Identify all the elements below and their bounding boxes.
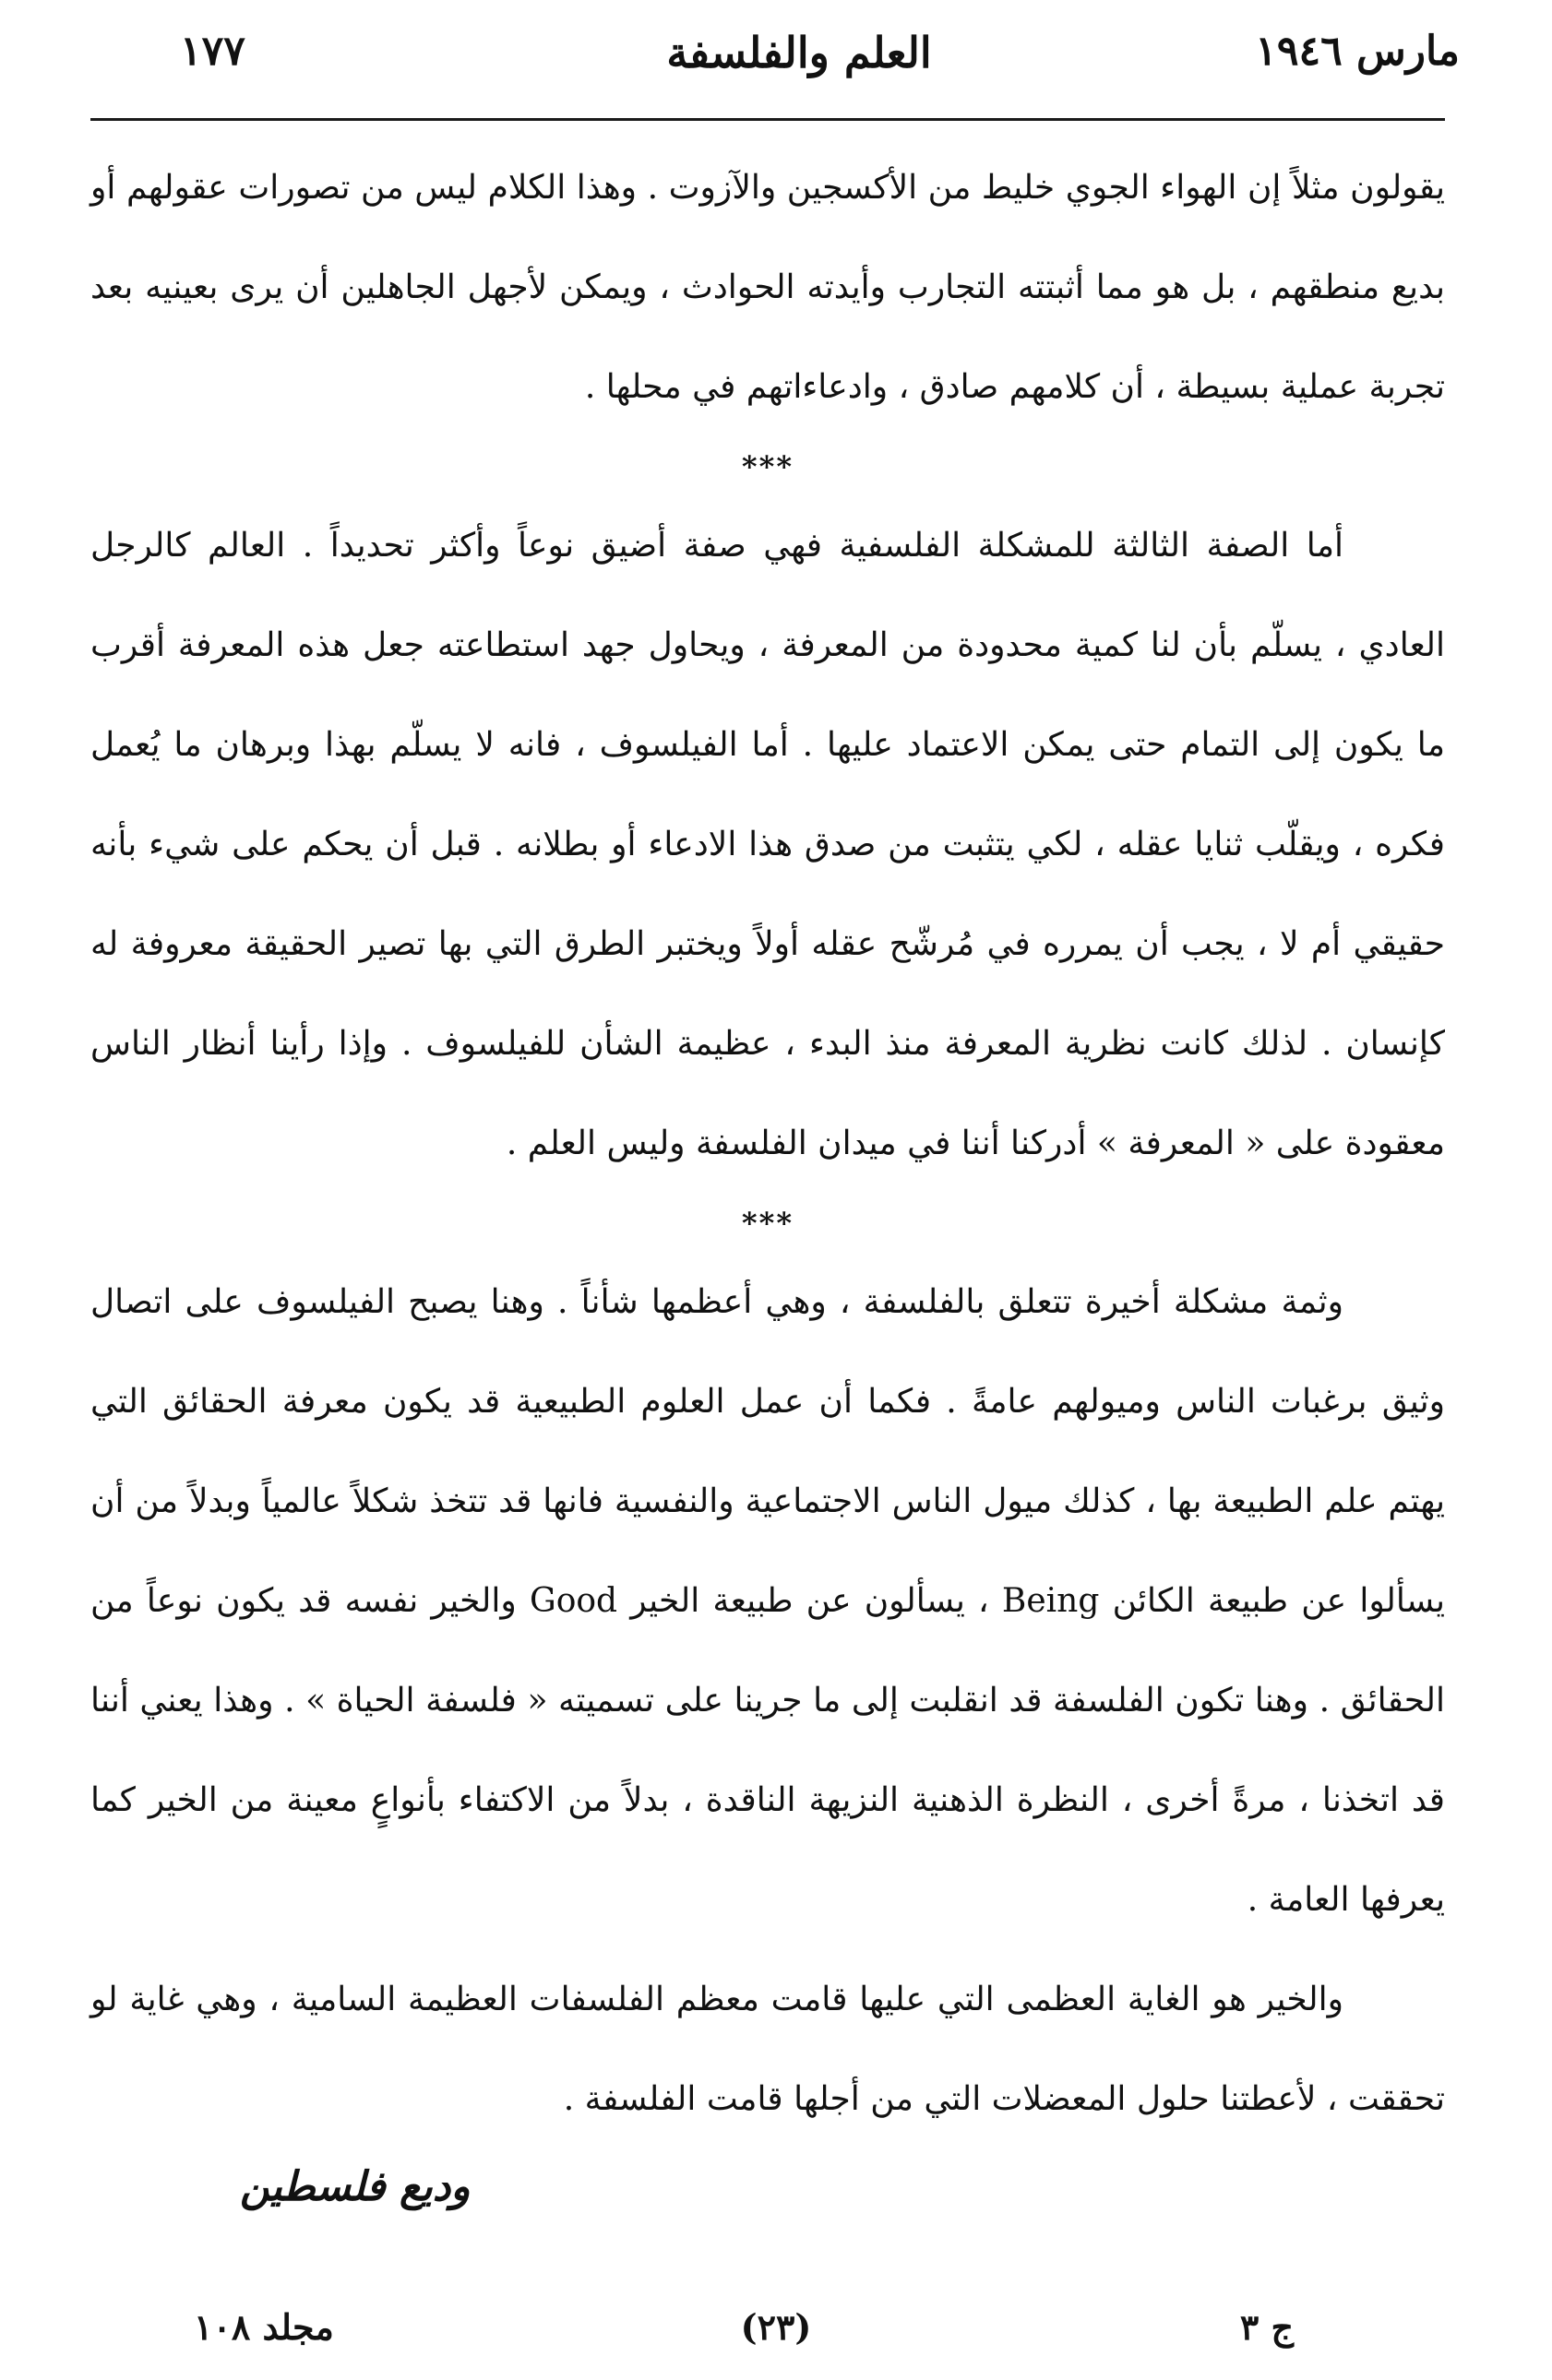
- author-signature: وديع فلسطين: [240, 2163, 471, 2210]
- footer-part: ج ٣: [1239, 2306, 1294, 2348]
- paragraph-3: وثمة مشكلة أخيرة تتعلق بالفلسفة ، وهي أعظمها شأناً . وهنا يصبح الفيلسوف على اتصال وثيق برغبات الناس وميولهم عامةً . فكما أن عمل العلوم الطبيعية قد يكون معرفة الحقائق التي يهتم علم الطبيعة بها ، كذلك ميول الناس الاجتماعية والنفسية فانها قد تتخذ شكلاً عالمياً وبدلاً من أن يسألوا عن طبيعة الكائن Being ، يسألون عن طبيعة الخير Good والخير نفسه قد يكون نوعاً من الحقائق . وهنا تكون الفلسفة قد انقلبت إلى ما جرينا على تسميته « فلسفة الحياة » . وهذا يعني أننا قد اتخذنا ، مرةً أخرى ، النظرة الذهنية النزيهة الناقدة ، بدلاً من الاكتفاء بأنواعٍ معينة من الخير كما يعرفها العامة .: [90, 1283, 1446, 1919]
- paragraph-1: يقولون مثلاً إن الهواء الجوي خليط من الأكسجين والآزوت . وهذا الكلام ليس من تصورات عقولهم أو بديع منطقهم ، بل هو مما أثبتته التجارب وأيدته الحوادث ، ويمكن لأجهل الجاهلين أن يرى بعينيه بعد تجربة عملية بسيطة ، أن كلامهم صادق ، وادعاءاتهم في محلها .: [90, 169, 1445, 406]
- page-footer: [138, 2306, 1414, 2362]
- header-date: مارس ١٩٤٦: [1255, 28, 1460, 75]
- running-header: [138, 28, 1460, 92]
- header-title: العلم والفلسفة: [666, 28, 932, 77]
- section-separator: ***: [741, 1206, 794, 1241]
- section-separator: ***: [741, 449, 794, 484]
- footer-signature-mark: (٢٣): [740, 2306, 812, 2348]
- header-rule: [90, 118, 1445, 121]
- article-body: [90, 138, 1445, 2149]
- header-page-number: ١٧٧: [180, 28, 245, 75]
- paragraph-4: والخير هو الغاية العظمى التي عليها قامت معظم الفلسفات العظيمة السامية ، وهي غاية لو تحققت ، لأعطتنا حلول المعضلات التي من أجلها قامت الفلسفة .: [90, 1981, 1445, 2118]
- footer-volume: مجلد ١٠٨: [194, 2306, 334, 2348]
- paragraph-2: أما الصفة الثالثة للمشكلة الفلسفية فهي صفة أضيق نوعاً وأكثر تحديداً . العالم كالرجل العادي ، يسلّم بأن لنا كمية محدودة من المعرفة ، ويحاول جهد استطاعته جعل هذه المعرفة أقرب ما يكون إلى التمام حتى يمكن الاعتماد عليها . أما الفيلسوف ، فانه لا يسلّم بهذا وبرهان ما يُعمل فكره ، ويقلّب ثنايا عقله ، لكي يتثبت من صدق هذا الادعاء أو بطلانه . قبل أن يحكم على شيء بأنه حقيقي أم لا ، يجب أن يمرره في مُرشّح عقله أولاً ويختبر الطرق التي بها تصير الحقيقة معروفة له كإنسان . لذلك كانت نظرية المعرفة منذ البدء ، عظيمة الشأن للفيلسوف . وإذا رأينا أنظار الناس معقودة على « المعرفة » أدركنا أننا في ميدان الفلسفة وليس العلم .: [90, 527, 1445, 1162]
